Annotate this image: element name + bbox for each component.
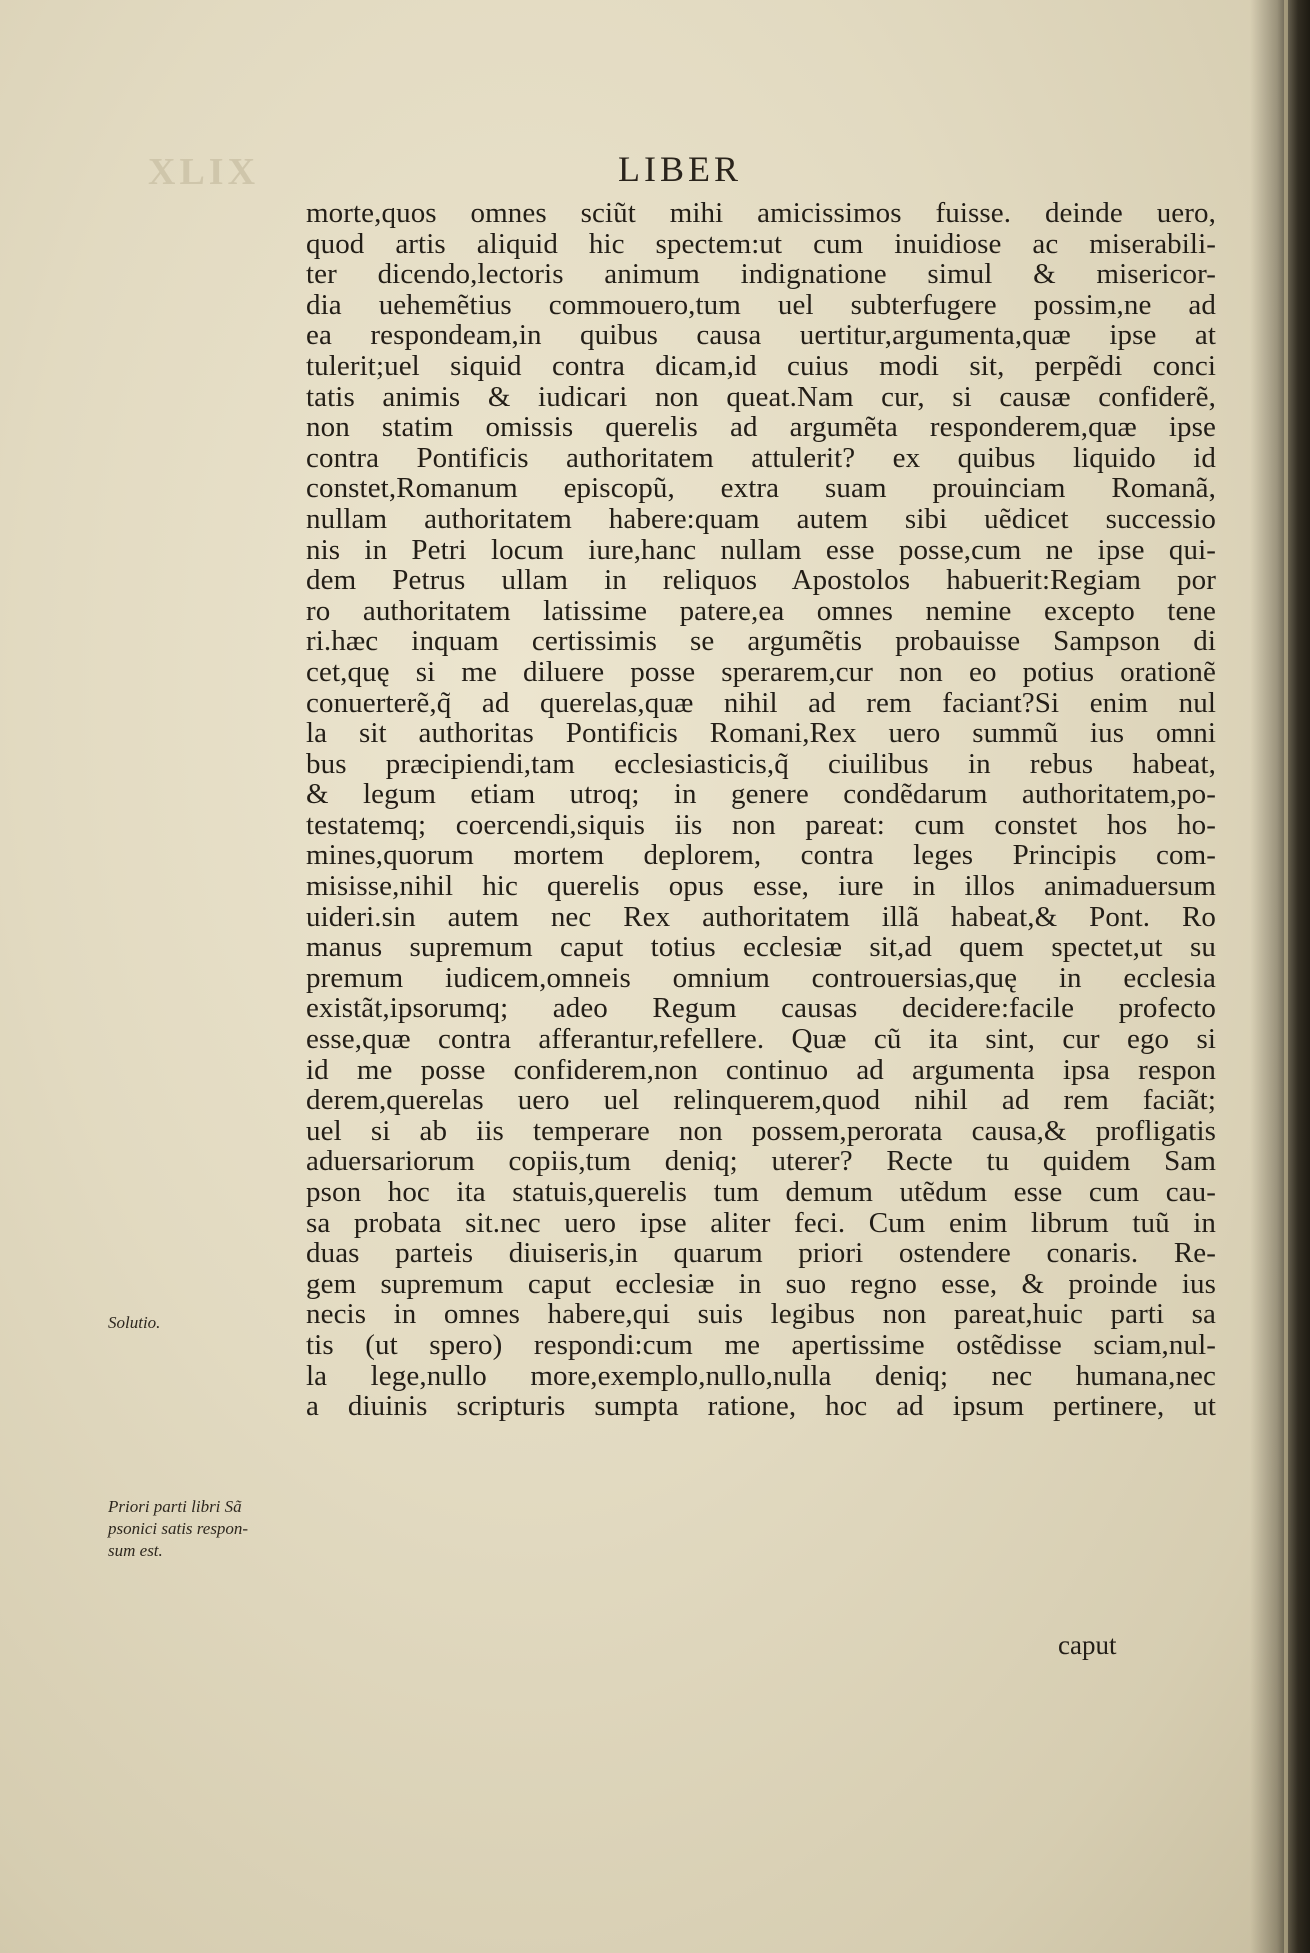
- text-line: ri.hæc inquam certissimis se argumẽtis probauisse Sampson di: [306, 625, 1216, 658]
- text-line: id me posse confiderem,non continuo ad argumenta ipsa respon: [306, 1053, 1216, 1086]
- text-line: uel si ab iis temperare non possem,perorata causa,& profligatis: [306, 1114, 1216, 1147]
- text-line: sa probata sit.nec uero ipse aliter feci. Cum enim librum tuũ in: [306, 1206, 1216, 1239]
- text-line: la sit authoritas Pontificis Romani,Rex uero summũ ius omni: [306, 717, 1216, 750]
- text-line: derem,querelas uero uel relinquerem,quod nihil ad rem faciãt;: [306, 1084, 1216, 1117]
- text-line: ro authoritatem latissime patere,ea omnes nemine excepto tene: [306, 594, 1216, 627]
- text-line: tulerit;uel siquid contra dicam,id cuius modi sit, perpẽdi conci: [306, 349, 1216, 382]
- text-line: premum iudicem,omneis omnium controuersias,quę in ecclesia: [306, 961, 1216, 994]
- text-line: necis in omnes habere,qui suis legibus non pareat,huic parti sa: [306, 1298, 1216, 1331]
- text-line: tis (ut spero) respondi:cum me apertissime ostẽdisse sciam,nul-: [306, 1328, 1216, 1361]
- text-line: nullam authoritatem habere:quam autem sibi uẽdicet successio: [306, 502, 1216, 535]
- text-line: duas parteis diuiseris,in quarum priori ostendere conaris. Re-: [306, 1237, 1216, 1270]
- text-line: cet,quę si me diluere posse sperarem,cur non eo potius orationẽ: [306, 655, 1216, 688]
- text-line: ter dicendo,lectoris animum indignatione simul & misericor-: [306, 258, 1216, 291]
- margin-note-line: sum est.: [108, 1541, 163, 1560]
- text-line: morte,quos omnes sciũt mihi amicissimos fuisse. deinde uero,: [306, 197, 1216, 229]
- show-through-folio: XLIX: [148, 151, 260, 193]
- binding-shadow: [1250, 0, 1310, 1953]
- main-text-block: [306, 198, 1216, 1422]
- catchword: caput: [1058, 1630, 1117, 1660]
- margin-note-line: psonici satis respon-: [108, 1519, 249, 1538]
- text-line: aduersariorum copiis,tum deniq; uterer? Recte tu quidem Sam: [306, 1145, 1216, 1178]
- text-line: tatis animis & iudicari non queat.Nam cur, si causæ confiderẽ,: [306, 380, 1216, 413]
- text-line: gem supremum caput ecclesiæ in suo regno esse, & proinde ius: [306, 1267, 1216, 1300]
- text-line: esse,quæ contra afferantur,refellere. Quæ cũ ita sint, cur ego si: [306, 1023, 1216, 1056]
- text-line: bus præcipiendi,tam ecclesiasticis,q̃ ciuilibus in rebus habeat,: [306, 747, 1216, 780]
- text-line: misisse,nihil hic querelis opus esse, iure in illos animaduersum: [306, 870, 1216, 903]
- text-line: la lege,nullo more,exemplo,nullo,nulla deniq; nec humana,nec: [306, 1359, 1216, 1392]
- text-line: testatemq; coercendi,siquis iis non pareat: cum constet hos ho-: [306, 808, 1216, 841]
- text-line: ea respondeam,in quibus causa uertitur,argumenta,quæ ipse at: [306, 319, 1216, 352]
- margin-note-solutio: Solutio.: [108, 1313, 161, 1332]
- text-line: & legum etiam utroq; in genere condẽdarum authoritatem,po-: [306, 778, 1216, 811]
- running-head: LIBER: [618, 149, 742, 189]
- text-line: existãt,ipsorumq; adeo Regum causas decidere:facile profecto: [306, 992, 1216, 1025]
- text-line: a diuinis scripturis sumpta ratione, hoc ad ipsum pertinere, ut: [306, 1390, 1216, 1423]
- text-line: uideri.sin autem nec Rex authoritatem illã habeat,& Pont. Ro: [306, 900, 1216, 933]
- text-line: mines,quorum mortem deplorem, contra leges Principis com-: [306, 839, 1216, 872]
- text-line: conuerterẽ,q̃ ad querelas,quæ nihil ad rem faciant?Si enim nul: [306, 686, 1216, 719]
- text-line: dem Petrus ullam in reliquos Apostolos habuerit:Regiam por: [306, 564, 1216, 597]
- text-line: dia uehemẽtius commouero,tum uel subterfugere possim,ne ad: [306, 288, 1216, 321]
- text-line: pson hoc ita statuis,querelis tum demum utẽdum esse cum cau-: [306, 1176, 1216, 1208]
- text-line: nis in Petri locum iure,hanc nullam esse posse,cum ne ipse qui-: [306, 533, 1216, 566]
- margin-note-priori-parti: [108, 1496, 288, 1562]
- margin-note-line: Priori parti libri Sã: [108, 1497, 242, 1516]
- text-line: constet,Romanum episcopũ, extra suam prouinciam Romanã,: [306, 472, 1216, 505]
- page-edge: [1284, 0, 1288, 1953]
- text-line: manus supremum caput totius ecclesiæ sit,ad quem spectet,ut su: [306, 931, 1216, 964]
- text-line: contra Pontificis authoritatem attulerit? ex quibus liquido id: [306, 441, 1216, 474]
- text-line: non statim omissis querelis ad argumẽta responderem,quæ ipse: [306, 411, 1216, 444]
- text-line: quod artis aliquid hic spectem:ut cum inuidiose ac miserabili-: [306, 227, 1216, 260]
